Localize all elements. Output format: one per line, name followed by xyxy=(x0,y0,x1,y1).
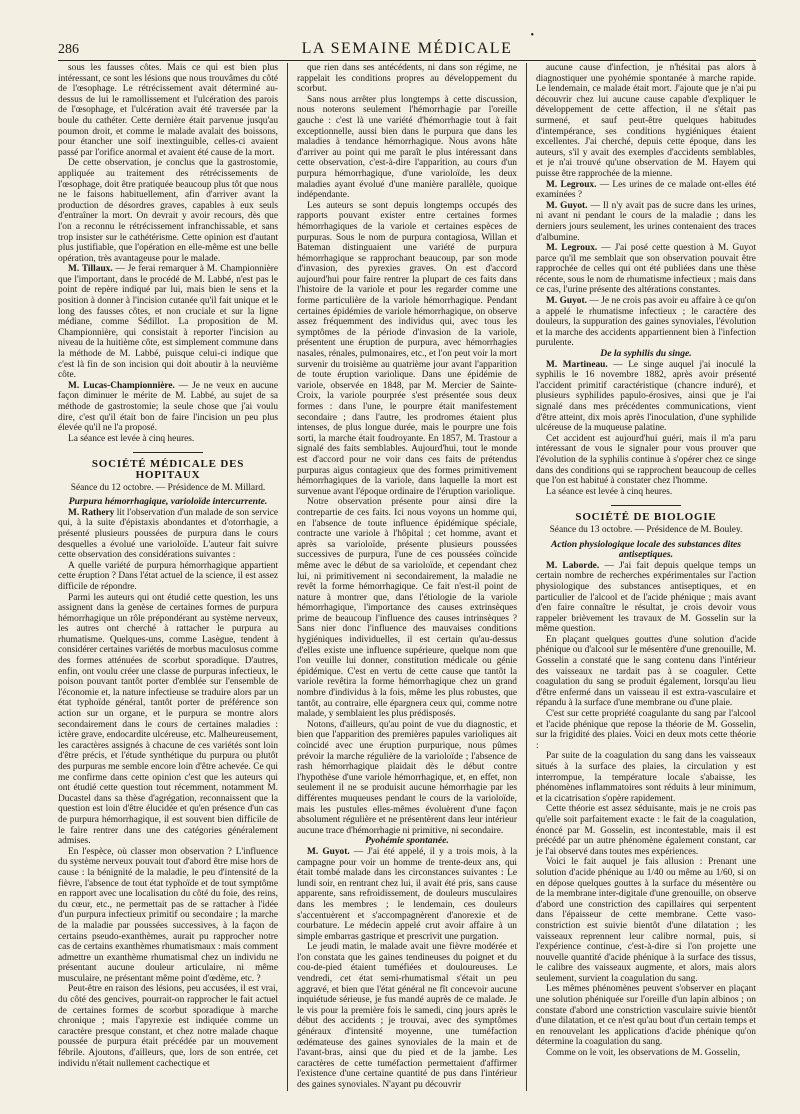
paragraph: M. Tillaux. — Je ferai remarquer à M. Championnière que l'important, dans le procédé de M. Labbé, n'est pas le point de repère indiqué par lui, mais bien le sens et la position à donner à l'incision cutanée qu'il fait unique et le long des fausses côtes, et non cruciale et sur la ligne médiane, comme Sédillot. La proposition de M. Championnière, qui consistait à reporter l'incision au niveau de la huitième côte, est simplement commune dans la méthode de M. Labbé, puisque celui-ci indique que c'est là fin de son incision qui doit aboutir à la neuvième côte. xyxy=(58,264,279,381)
paragraph: M. Martineau. — Le singe auquel j'ai inoculé la syphilis le 16 novembre 1882, après avoir présenté l'accident primitif caractéristique (chancre induré), et plusieurs syphilides papulo-érosives, ainsi que je l'ai signalé dans mes précédentes communications, vient d'être atteint, dix mois après l'inoculation, d'une syphilide ulcéreuse de la muqueuse palatine. xyxy=(535,359,756,434)
paragraph: Les auteurs se sont depuis longtemps occupés des rapports pouvant exister entre certaines formes hémorrhagiques de la variole et certaines espèces de purpuras. Sous le nom de purpura contagiosa, Willan et Bateman distinguaient une variété de purpura hémorrhagique se rapprochant beaucoup, par son mode d'invasion, des pyrexies graves. On est d'accord aujourd'hui pour faire rentrer la plupart de ces faits dans l'histoire de la variole et pour les regarder comme une forme particulière de la variole hémorrhagique. Pendant certaines épidémies de variole hémorrhagique, on observe assez fréquemment des individus qui, avec tous les symptômes de la période d'invasion de la variole, présentent une éruption de purpura, avec hémorrhagies nasales, rénales, pulmonaires, etc., et l'on peut voir la mort survenir du troisième au quatrième jour avant l'apparition de toute éruption variolique. Dans une épidémie de variole, observée en 1848, par M. Mercier de Sainte-Croix, la variole pourprée s'est présentée sous deux formes : dans l'une, le pourpre était manifestement secondaire ; dans l'autre, les prodromes étaient plus intenses, de plus longue durée, mais le pourpre une fois sorti, la marche était foudroyante. En 1857, M. Trastour a signalé des faits semblables. Aujourd'hui, tout le monde est d'accord pour ne voir dans ces faits de prétendus purpuras aigus contagieux que des formes primitivement hémorrhagiques de la variole, dans laquelle la mort est survenue avant l'époque ordinaire de l'éruption variolique. xyxy=(296,200,517,497)
paragraph: A quelle variété de purpura hémorrhagique appartient cette éruption ? Dans l'état actuel de la science, il est assez difficile de répondre. xyxy=(58,560,279,592)
paragraph: Sans nous arrêter plus longtemps à cette discussion, nous noterons seulement l'hémorrhagie par l'oreille gauche : c'est là une variété d'hémorrhagie tout à fait exceptionnelle, aussi bien dans le purpura que dans les maladies à tendance hémorrhagique. Nous avons hâte d'arriver au point qui me paraît le plus intéressant dans cette observation, c'est-à-dire l'apparition, au cours d'un purpura hémorrhagique, d'une varioloïde, les deux maladies ayant évolué d'une manière parallèle, quoique indépendante. xyxy=(296,94,517,201)
column-2 xyxy=(297,63,517,1091)
speaker-name: M. Legroux. xyxy=(545,179,597,190)
paragraph: Voici le fait auquel je fais allusion : Prenant une solution d'acide phénique au 1/40 ou même au 1/60, si on en dépose quelques gouttes à la surface du mésentère ou de la membrane inter-digitale d'une grenouille, on observe d'abord une constriction des capillaires qui serpentent dans l'épaisseur de cette membrane. Cette vaso-constriction est suivie bientôt d'une dilatation ; les vaisseaux reprennent leur calibre normal, puis, si l'expérience continue, c'est-à-dire si l'on projette une nouvelle quantité d'acide phénique à la surface des tissus, le calibre des vaisseaux augmente, et alors, mais alors seulement, survient la coagulation du sang. xyxy=(535,857,756,984)
paragraph: M. Guyot. — Il n'y avait pas de sucre dans les urines, ni avant ni pendant le cours de la maladie ; dans les derniers jours seulement, les urines contenaient des traces d'albumine. xyxy=(535,200,756,243)
paragraph: Parmi les auteurs qui ont étudié cette question, les uns assignent dans la genèse de certaines formes de purpura hémorrhagique un rôle prépondérant au système nerveux, les autres ont cherché à rattacher le purpura au rhumatisme. Quelques-uns, comme Lasègue, tendent à considérer certaines variétés de morbus maculosus comme des formes atténuées de scorbut sporadique. D'autres, enfin, ont voulu créer une classe de purpuras infectieux, le poison pouvant tantôt porter d'emblée sur l'ensemble de l'économie et, la nature infectieuse se traduire alors par un état typhoïde général, tantôt porter de préférence son action sur un organe, et le purpura se montre alors secondairement dans le cours de certaines maladies : ictère grave, endocardite ulcéreuse, etc. Malheureusement, les caractères assignés à chacune de ces variétés sont loin d'être précis, et l'étude synthétique du purpura ou plutôt des purpuras me semble encore loin d'être achevée. Ce qui me confirme dans cette opinion c'est que les auteurs qui ont étudié cette question tout récemment, notamment M. Ducastel dans sa thèse d'agrégation, reconnaissent que la question est loin d'être élucidée et qu'en présence d'un cas de purpura hémorrhagique, il est souvent bien difficile de le faire rentrer dans une des catégories généralement admises. xyxy=(58,592,279,847)
section-subtitle: Pyohémie spontanée. xyxy=(365,835,449,847)
paragraph: Peut-être en raison des lésions, peu accusées, il est vrai, du côté des gencives, pourrait-on rapprocher le fait actuel de certaines formes de scorbut sporadique à marche chronique ; mais l'apyrexie est indiquée comme un caractère presque constant, et chez notre malade chaque poussée de purpura était précédée par un mouvement fébrile. Ajoutons, d'ailleurs, que, lors de son entrée, cet individu n'était nullement cachectique et xyxy=(58,984,279,1069)
paragraph: Notons, d'ailleurs, qu'au point de vue du diagnostic, et bien que l'apparition des premières papules varioliques ait coïncidé avec une éruption purpurique, nous pûmes prévoir la marche régulière de la varioloïde ; l'absence de rash hémorrhagique plaidait dès le début contre l'hypothèse d'une variole hémorrhagique, et, en effet, non seulement il ne se produisit aucune hémorrhagie par les différentes muqueuses pendant le cours de la varioloïde, mais les pustules elles-mêmes évoluèrent d'une façon absolument régulière et ne présentèrent dans leur intérieur aucune trace d'hémorrhagie ni primitive, ni secondaire. xyxy=(296,719,517,836)
journal-title: LA SEMAINE MÉDICALE xyxy=(301,40,513,57)
paragraph: M. Guyot. — J'ai été appelé, il y a trois mois, à la campagne pour voir un homme de trente-deux ans, qui était tombé malade dans les circonstances suivantes : Le lundi soir, en rentrant chez lui, il avait été pris, sans cause apparente, sans refroidissement, de douleurs musculaires dans les membres ; le lendemain, ces douleurs s'accentuèrent et s'accompagnèrent d'anorexie et de courbature. Le médecin appelé crut avoir affaire à un simple embarras gastrique et prescrivit une purgation. xyxy=(296,846,517,942)
paragraph: Les mêmes phénomènes peuvent s'observer en plaçant une solution phéniquée sur l'oreille d'un lapin albinos ; on constate d'abord une constriction vasculaire suivie bientôt d'une dilatation, et ce n'est qu'au bout d'un certain temps et en renouvelant les applications d'acide phénique qu'on détermine la coagulation du sang. xyxy=(535,984,756,1048)
seance-line: Séance du 12 octobre. — Présidence de M. Millard. xyxy=(70,482,266,493)
society-title: SOCIÉTÉ DE BIOLOGIE xyxy=(575,511,717,524)
paragraph: Par suite de la coagulation du sang dans les vaisseaux situés à la surface des plaies, la circulation y est interrompue, la température locale s'abaisse, les phénomènes inflammatoires sont réduits à leur minimum, et la cicatrisation s'opère rapidement. xyxy=(535,751,756,804)
speaker-name: M. Guyot. xyxy=(545,296,587,307)
speaker-name: M. Tillaux. xyxy=(68,264,113,275)
paragraph: En l'espèce, où classer mon observation ? L'influence du système nerveux pouvait tout d'abord être mise hors de cause : la bénignité de la maladie, le peu d'intensité de la fièvre, l'absence de tout état typhoïde et de tout symptôme en rapport avec une localisation du côté du foie, des reins, du cœur, etc., ne permettait pas de se rattacher à l'idée d'un purpura infectieux primitif ou secondaire ; la marche de la maladie par poussées successives, à la façon de certains pseudo-exanthèmes, aurait pu rapprocher notre cas de certains exanthèmes rhumatismaux : mais comment admettre un exanthème rhumatismal chez un individu ne présentant aucune douleur articulaire, ni même musculaire, ne présentant même point d'œdème, etc. ? xyxy=(58,846,279,984)
column-separator xyxy=(526,63,527,1091)
paragraph: En plaçant quelques gouttes d'une solution d'acide phénique ou d'alcool sur le mésentère d'une grenouille, M. Gosselin a constaté que le sang contenu dans l'intérieur des vaisseaux ne tardait pas à se coaguler. Cette coagulation du sang se produit également, lorsqu'au lieu d'être enfermé dans un vaisseau il est extra-vasculaire et répandu à la surface d'une membrane ou d'une plaie. xyxy=(535,634,756,709)
paragraph: M. Laborde. — J'ai fait depuis quelque temps un certain nombre de recherches expérimentales sur l'action physiologique des substances antiseptiques, et en particulier de l'alcool et de l'acide phénique ; mais avant d'en faire connaître le résultat, je crois devoir vous rappeler brièvement les travaux de M. Gosselin sur la même question. xyxy=(535,560,756,635)
column-1 xyxy=(58,63,278,1091)
speaker-name: M. Lucas-Championnière. xyxy=(68,380,175,391)
closing-line: La séance est levée à cinq heures. xyxy=(68,433,195,444)
paragraph: M. Lucas-Championnière. — Je ne veux en aucune façon diminuer le mérite de M. Labbé, au sujet de sa méthode de gastrostomie; la seule chose que j'ai voulu dire, c'est qu'il était bon de faire l'incision un peu plus élevée qu'il ne l'a proposé. xyxy=(58,380,279,434)
section-subtitle: De la syphilis du singe. xyxy=(600,348,692,360)
speaker-name: M. Martineau. xyxy=(545,359,608,370)
paragraph: aucune cause d'infection, je n'hésitai pas alors à diagnostiquer une pyohémie spontanée à marche rapide. Le lendemain, ce malade était mort. J'ajoute que je n'ai pu découvrir chez lui aucune cause capable d'expliquer le développement de cette affection, il ne s'était pas surmené, et sauf peut-être quelques habitudes d'intempérance, ses conditions hygiéniques étaient excellentes. J'ai cherché, depuis cette époque, dans les auteurs, s'il y avait des exemples d'accidents semblables, et je n'ai trouvé qu'une observation de M. Hayem qui puisse être rapprochée de la mienne. xyxy=(535,63,756,179)
speaker-name: M. Rathery xyxy=(68,507,115,518)
print-mark: • xyxy=(530,30,534,41)
paragraph: Cette théorie est assez séduisante, mais je ne crois pas qu'elle soit parfaitement exacte : le fait de la coagulation, énoncé par M. Gosselin, est incontestable, mais il est précédé par un autre phénomène également constant, car je l'ai observé dans toutes mes expériences. xyxy=(535,804,756,857)
paragraph: M. Legroux. — Les urines de ce malade ont-elles été examinées ? xyxy=(535,179,756,201)
paragraph: M. Rathery lit l'observation d'un malade de son service qui, à la suite d'épistaxis abondantes et d'otorrhagie, a présenté plusieurs poussées de purpura dans le cours desquelles a évolué une varioloïde. L'auteur fait suivre cette observation des considérations suivantes : xyxy=(58,507,279,561)
paragraph: C'est sur cette propriété coagulante du sang par l'alcool et l'acide phénique que repose la théorie de M. Gosselin, sur la frigidité des plaies. Voici en deux mots cette théorie : xyxy=(535,709,756,751)
paragraph: Le jeudi matin, le malade avait une fièvre modérée et l'on constata que les gaines tendineuses du poignet et du cou-de-pied étaient tuméfiées et douloureuses. Le vendredi, cet état semi-rhumatismal s'était un peu aggravé, et bien que l'état général ne fît concevoir aucune inquiétude sérieuse, je fus mandé auprès de ce malade. Je le vis pour la première fois le samedi, cinq jours après le début des accidents ; je trouvai, avec des symptômes généraux d'intensité moyenne, une tuméfaction œdémateuse des gaines synoviales de la main et de l'avant-bras, ainsi que du pied et de la jambe. Les caractères de cette tuméfaction permettaient d'affirmer l'existence d'une certaine quantité de pus dans l'intérieur des gaines synoviales. N'ayant pu découvrir xyxy=(296,942,517,1090)
paragraph: M. Legroux. — J'ai posé cette question à M. Guyot parce qu'il me semblait que son observation pouvait être rapprochée de celles qui ont été publiées dans une thèse récente, sous le nom de rhumatisme infectieux ; mais dans ce cas, l'urine présente des altérations constantes. xyxy=(535,243,756,296)
column-separator xyxy=(287,63,288,1091)
page-number: 286 xyxy=(58,42,79,57)
paragraph: Cet accident est aujourd'hui guéri, mais il m'a paru intéressant de vous le signaler pour vous prouver que l'évolution de la syphilis continue à s'opérer chez ce singe dans des conditions qui se rapprochent beaucoup de celles que l'on est habitué à constater chez l'homme. xyxy=(535,433,756,487)
paragraph: Comme on le voit, les observations de M. Gosselin, xyxy=(545,1048,740,1059)
divider xyxy=(133,452,203,453)
column-3 xyxy=(536,63,756,1091)
society-title: SOCIÉTÉ MÉDICALE DES HOPITAUX xyxy=(91,458,245,481)
paragraph: sous les fausses côtes. Mais ce qui est bien plus intéressant, ce sont les lésions que nous trouvâmes du côté de l'œsophage. Le rétrécissement avait déterminé au-dessus de lui le ramollissement et l'ulcération des parois de l'œsophage, et l'ulcération avait été traversée par la boule du cathéter. Cette dernière était parvenue jusqu'au poumon droit, et comme le malade avalait des boissons, pour étancher une soif inextinguible, celles-ci avaient passé par l'orifice anormal et avaient été cause de la mort. xyxy=(58,63,279,158)
paragraph: De cette observation, je conclus que la gastrostomie, appliquée au traitement des rétrécissements de l'œsophage, doit être pratiquée beaucoup plus tôt que nous ne le faisons habituellement, afin d'arriver avant la production de désordres graves, capables à eux seuls d'entraîner la mort. On devrait y avoir recours, dès que l'on a reconnu le rétrécissement infranchissable, et sans trop insister sur le cathétérisme. Cette opinion est d'autant plus justifiable, que l'opération en elle-même est une belle opération, très avantageuse pour le malade. xyxy=(58,158,279,264)
section-subtitle: Purpura hémorrhagique, varioloïde intercurrente. xyxy=(68,496,268,508)
paragraph: M. Guyot. — Je ne crois pas avoir eu affaire à ce qu'on a appelé le rhumatisme infectieux ; le caractère des douleurs, la suppuration des gaines synoviales, l'évolution et la marche des accidents appartiennent bien à l'infection purulente. xyxy=(535,296,756,349)
paragraph: que rien dans ses antécédents, ni dans son régime, ne rappelait les conditions propres au développement du scorbut. xyxy=(296,63,517,95)
text-columns xyxy=(58,63,756,1091)
divider xyxy=(611,505,681,506)
section-subtitle: Action physiologique locale des substances dites antiseptiques. xyxy=(550,538,741,561)
page-header xyxy=(58,30,756,61)
speaker-name: M. Laborde. xyxy=(545,560,600,571)
speaker-name: M. Legroux. xyxy=(545,243,598,254)
closing-line: La séance est levée à cinq heures. xyxy=(545,486,673,497)
speaker-name: M. Guyot. xyxy=(545,200,588,211)
speaker-name: M. Guyot. xyxy=(306,846,350,857)
seance-line: Séance du 13 octobre. — Présidence de M. Bouley. xyxy=(549,524,743,535)
paragraph: Notre observation présente pour ainsi dire la contrepartie de ces faits. Ici nous voyons un homme qui, en l'absence de toute influence épidémique spéciale, contracte une variole à l'hôpital ; cet homme, avant et après sa varioloïde, présente plusieurs poussées successives de purpura, l'une de ces poussées coïncide même avec le début de sa varioloïde, et cependant chez lui, ni primitivement ni secondairement, la maladie ne revêt la forme hémorrhagique. Ce fait n'est-il point de nature à montrer que, dans l'étiologie de la variole hémorrhagique, l'importance des causes extrinsèques prime de beaucoup l'influence des causes intrinsèques ? Sans nier donc l'influence des mauvaises conditions hygiéniques individuelles, il est certain qu'au-dessus d'elles existe une influence supérieure, quelque nom que l'on veuille lui donner, constitution médicale ou génie épidémique. C'est en vertu de cette cause que tantôt la variole revêtira la forme hémorrhagique chez un grand nombre d'individus à la fois, même les plus robustes, que tantôt, au contraire, elle épargnera ceux qui, comme notre malade, y semblaient les plus prédisposés. xyxy=(296,497,517,720)
